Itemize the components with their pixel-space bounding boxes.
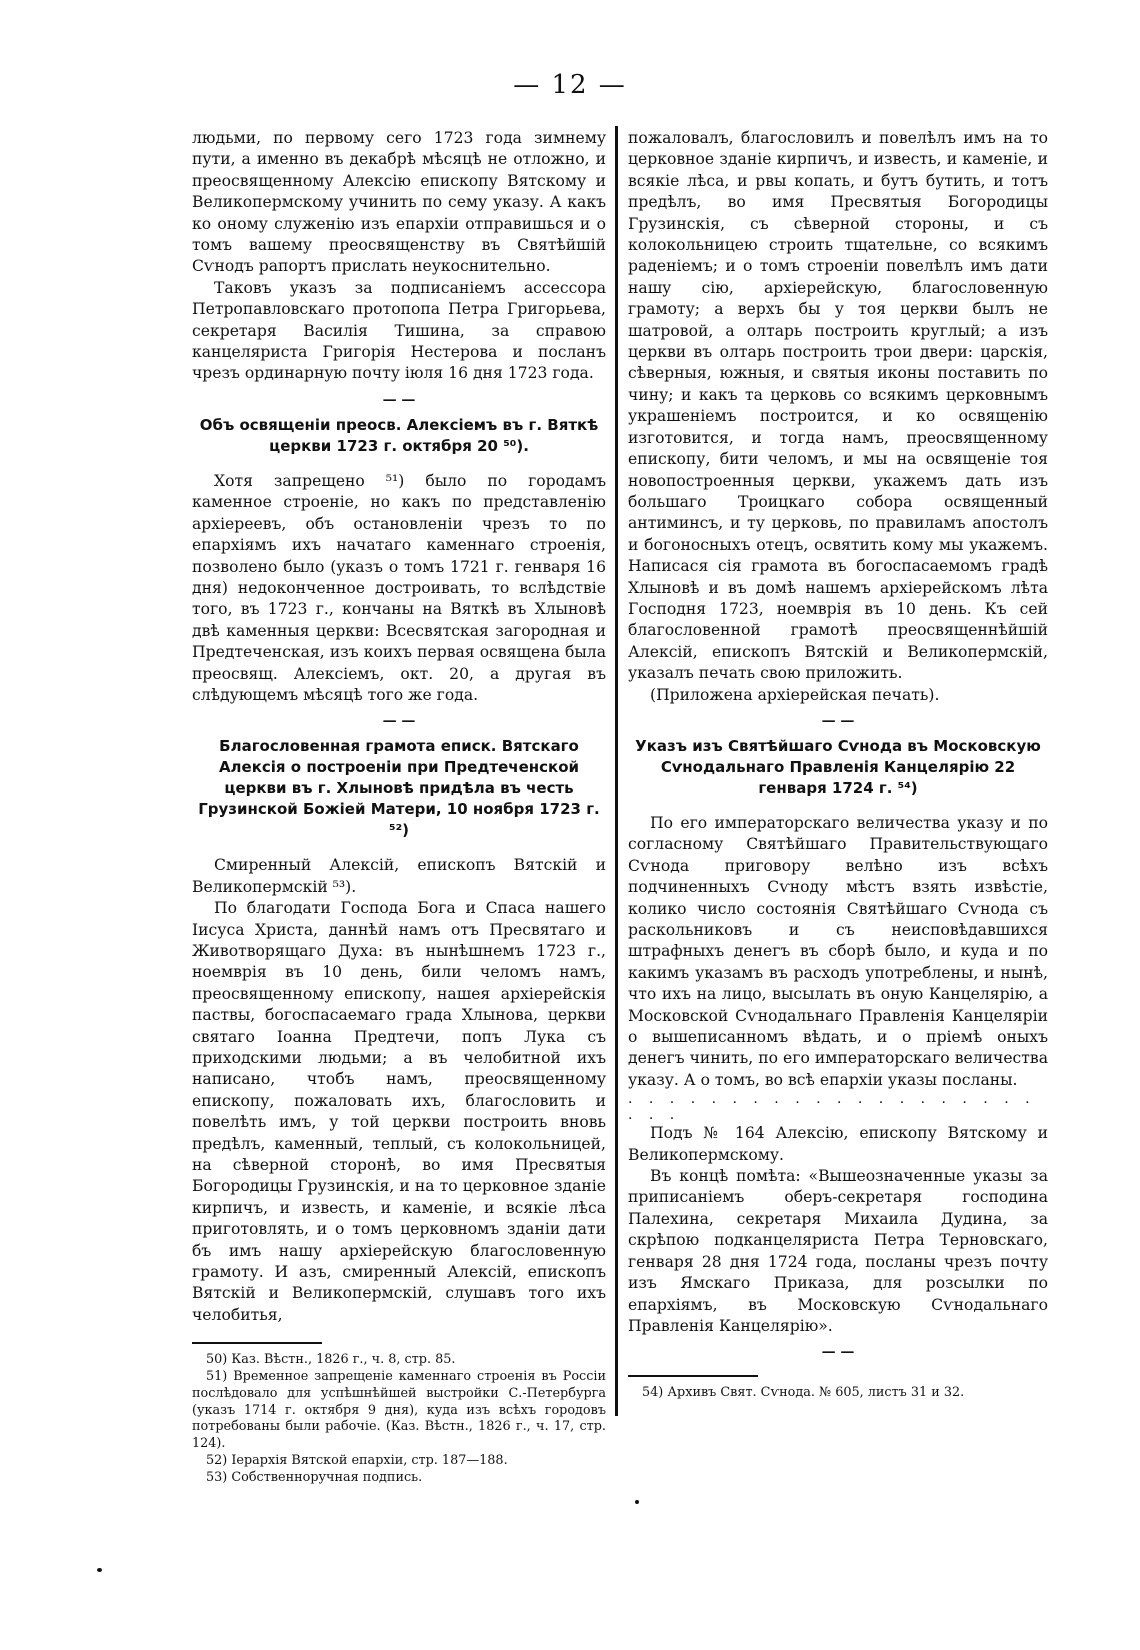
left-paragraph-4: Смиренный Алексій, епископъ Вятскій и Великопермскій ⁵³). — [192, 856, 606, 896]
footnote-51: 51) Временное запрещеніе каменнаго строенія въ Россіи послѣдовало для успѣшнѣйшей выстройки С.-Петербурга (указъ 1714 г. октября 9 дня), куда изъ всѣхъ городовъ потребованы были рабочіе. (Каз. Вѣстн., 1826 г., ч. 17, стр. 124). — [192, 1369, 606, 1452]
seal-note: (Приложена архіерейская печать). — [650, 685, 940, 704]
right-paragraph-4: Въ концѣ помѣта: «Вышеозначенные указы за приписаніемъ оберъ-секретаря господина Палехина, секретаря Михаила Дудина, за скрѣпою подканцеляриста Петра Терновскаго, генваря 28 дня 1724 года, посланы чрезъ почту изъ Ямскаго Приказа, для розсылки по епархіямъ, въ Московскую Сѵнодальнаго Правленія Канцелярію». — [628, 1167, 1048, 1335]
separator-dash: — — — [821, 712, 855, 729]
left-column — [192, 128, 606, 1487]
right-paragraph-1: пожаловалъ, благословилъ и повелѣлъ имъ на то церковное зданіе кирпичъ, и известь, и каменіе, и всякіе лѣса, и рвы копать, и бутъ бутить, и тотъ предѣлъ, во имя Пресвятыя Богородицы Грузинскія, съ сѣверной стороны, и съ колокольницею строить тщательне, со всякимъ раденіемъ; и о томъ строеніи повелѣлъ имъ дати нашу сію, архіерейскую, благословенную грамоту; а верхъ бы у тоя церкви былъ не шатровой, а олтарь построить круглый; а изъ церкви въ олтарь построить трои двери: царскія, сѣверныя, южныя, и святыя иконы поставить по чину; и какъ та церковь со всякимъ церковнымъ украшеніемъ построится, и ко освященію изготовится, и тогда намъ, преосвященному епископу, бити челомъ, и мы на освященіе тоя новопостроенныя церкви, укажемъ дать изъ большаго Троицкаго собора освященный антиминсъ, и ту церковь, по правиламъ апостолъ и богоносныхъ отецъ, освятить кому мы укажемъ. Написася сія грамота въ богоспасаемомъ градѣ Хлыновѣ и въ домѣ нашемъ архіерейскомъ лѣта Господня 1723, ноемврія въ 10 день. Къ сей благословенной грамотѣ преосвященнѣйшій Алексій, епископъ Вятскій и Великопермскій, указалъ печать свою приложить. — [628, 129, 1048, 683]
separator-dash: — — — [382, 713, 416, 730]
left-paragraph-2: Таковъ указъ за подписаніемъ ассессора Петропавловскаго протопопа Петра Григорьева, секретаря Василія Тишина, за справою канцеляриста Григорія Нестерова и посланъ чрезъ ординарную почту іюля 16 дня 1723 года. — [192, 278, 606, 383]
footnote-54: 54) Архивъ Свят. Сѵнода. № 605, листъ 31 и 32. — [642, 1385, 965, 1401]
scan-speck — [635, 1500, 639, 1504]
left-paragraph-3: Хотя запрещено ⁵¹) было по городамъ каменное строеніе, но какъ по представленію архіереевъ, объ остановленіи чрезъ то по епархіямъ ихъ начатаго каменнаго строенія, позволено было (указъ о томъ 1721 г. генваря 16 дня) недоконченное достроивать, то вслѣдствіе того, въ 1723 г., кончаны на Вяткѣ въ Хлыновѣ двѣ каменныя церкви: Всесвятская загородная и Предтеченская, изъ коихъ первая освящена была преосвящ. Алексіемъ, окт. 20, а другая въ слѣдующемъ мѣсяцѣ того же года. — [192, 471, 606, 704]
footnote-rule — [628, 1375, 758, 1377]
omission-dots: . . . . . . . . . . . . . . . . . . . . . . . — [628, 1091, 1036, 1124]
right-paragraph-2: По его императорскаго величества указу и по согласному Святѣйшаго Правительствующаго Сѵнода приговору велѣно изъ всѣхъ подчиненныхъ Сѵноду мѣстъ взять извѣстіе, колико число состоянія Святѣйшаго Сѵнода съ раскольниковъ и съ неисповѣдавшихся штрафныхъ денегъ въ сборѣ было, и куда и по какимъ указамъ въ расходъ употреблены, и нынѣ, что ихъ на лицо, высылать въ оную Канцелярію, а Московской Сѵнодальнаго Правленія Канцеляріи о вышеписанномъ вѣдать, и о пріемѣ оныхъ денегъ чинить, по его императорскаго величества указу. А о томъ, во всѣ епархіи указы посланы. — [628, 813, 1048, 1089]
right-column — [628, 128, 1048, 1402]
footnote-52: 52) Іерархія Вятской епархіи, стр. 187—188. — [206, 1453, 508, 1469]
section-title-decree: Указъ изъ Святѣйшаго Сѵнода въ Московскую Сѵнодальнаго Правленія Канцелярію 22 генваря 1724 г. ⁵⁴) — [635, 736, 1041, 797]
left-paragraph-1: людьми, по первому сего 1723 года зимнему пути, а именно въ декабрѣ мѣсяцѣ не отложно, и преосвященному Алексію епископу Вятскому и Великопермскому учинить по сему указу. А какъ ко оному служенію изъ епархіи отправишься и о томъ вашему преосвященству въ Святѣйшій Сѵнодъ рапортъ прислать неукоснительно. — [192, 129, 606, 276]
left-paragraph-5: По благодати Господа Бога и Спаса нашего Іисуса Христа, даннѣй намъ отъ Пресвятаго и Животворящаго Духа: въ нынѣшнемъ 1723 г., ноемврія въ 10 день, били челомъ намъ, преосвященному епископу, нашея архіерейскія паствы, богоспасаемаго града Хлынова, церкви святаго Іоанна Предтечи, попъ Лука съ приходскими людьми; а въ челобитной ихъ написано, чтобъ намъ, преосвященному епископу, пожаловать ихъ, благословить и повелѣть имъ, у той церкви построить вновь предѣлъ, каменный, теплый, съ колокольницей, на сѣверной сторонѣ, во имя Пресвятыя Богородицы Грузинскія, и на то церковное зданіе кирпичъ, и известь, и каменіе, и всякіе лѣса приготовлять, и о томъ церковномъ зданіи дати бъ имъ нашу архіерейскую благословенную грамоту. И азъ, смиренный Алексій, епископъ Вятскій и Великопермскій, слушавъ того ихъ челобитья, — [192, 899, 606, 1324]
footnote-53: 53) Собственноручная подпись. — [206, 1469, 423, 1485]
separator-dash: — — — [821, 1344, 855, 1361]
scan-speck — [97, 1568, 102, 1572]
section-title-charter: Благословенная грамота еписк. Вятскаго Алексія о построеніи при Предтеченской церкви въ г. Хлыновѣ придѣла въ честь Грузинской Божіей Матери, 10 ноября 1723 г. ⁵²) — [198, 737, 600, 840]
footnote-rule — [192, 1342, 322, 1344]
separator-dash: — — — [382, 391, 416, 408]
column-divider — [615, 126, 618, 1416]
page-number: — 12 — — [513, 70, 627, 100]
section-title-consecration: Объ освященіи преосв. Алексіемъ въ г. Вяткѣ церкви 1723 г. октября 20 ⁵⁰). — [199, 415, 599, 455]
right-paragraph-3: Подъ № 164 Алексію, епископу Вятскому и Великопермскому. — [628, 1124, 1048, 1164]
footnote-50: 50) Каз. Вѣстн., 1826 г., ч. 8, стр. 85. — [206, 1352, 456, 1368]
